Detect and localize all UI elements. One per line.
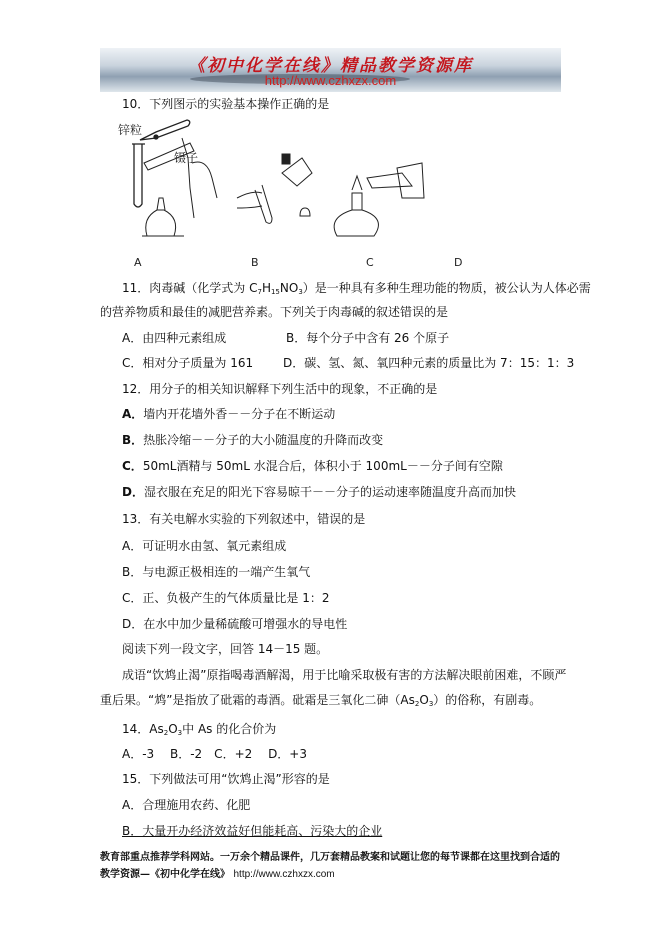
q12-option-a <box>122 407 335 421</box>
q11-text: 11．肉毒碱（化学式为 C <box>122 281 258 295</box>
text: 14．As <box>122 722 164 736</box>
label-tweezers: 镊子 <box>174 151 199 165</box>
q12-option-c <box>122 459 503 473</box>
q10-stem: 10．下列图示的实验基本操作正确的是 <box>122 97 330 111</box>
option-letter: A． <box>122 407 144 421</box>
q13-stem: 13．有关电解水实验的下列叙述中，错误的是 <box>122 512 366 526</box>
sub: 7 <box>257 288 262 296</box>
q11-option-b: B．每个分子中含有 26 个原子 <box>286 331 450 345</box>
text: 中 As 的化合价为 <box>182 722 277 736</box>
text: ）的俗称，有剧毒。 <box>433 693 542 707</box>
option-a-label: A <box>134 256 142 269</box>
option-text: 墙内开花墙外香－－分子在不断运动 <box>143 407 336 421</box>
q11-stem <box>122 281 591 299</box>
q13-option-c: C．正、负极产生的气体质量比是 1：2 <box>122 591 330 605</box>
q11-text: ）是一种具有多种生理功能的物质，被公认为人体必需 <box>302 281 591 295</box>
q10-figures <box>112 118 572 278</box>
sub: 3 <box>298 288 303 296</box>
q12-stem: 12．用分子的相关知识解释下列生活中的现象，不正确的是 <box>122 382 438 396</box>
footer-text: 教学资源—《初中化学在线》 <box>100 869 230 880</box>
q11-text: NO <box>279 281 299 295</box>
option-text: 湿衣服在充足的阳光下容易晾干－－分子的运动速率随温度升高而加快 <box>143 485 516 499</box>
sub: 15 <box>270 288 280 296</box>
option-letter: C． <box>122 459 143 473</box>
q14-stem <box>122 722 276 740</box>
q11-option-c: C．相对分子质量为 161 <box>122 356 254 370</box>
option-text: B．大量开办经济效益好但能耗高、污染大的企业 <box>122 824 383 838</box>
sub: 3 <box>428 700 434 708</box>
reading-paragraph-2 <box>100 693 541 711</box>
label-zinc: 锌粒 <box>118 123 143 137</box>
option-c-label: C <box>366 256 374 269</box>
footer-line-1: 教育部重点推荐学科网站。一万余个精品课件，几万套精品教案和试题让您的每节课都在这里找到合适的 <box>100 852 560 863</box>
q11-option-a: A．由四种元素组成 <box>122 331 227 345</box>
q15-option-b <box>122 824 382 838</box>
q12-option-b <box>122 433 383 447</box>
option-b-label: B <box>251 256 259 269</box>
q15-stem: 15．下列做法可用“饮鸩止渴”形容的是 <box>122 772 330 786</box>
option-d-label: D <box>454 256 463 269</box>
q11-text: H <box>261 281 271 295</box>
q11-option-d: D．碳、氢、氮、氧四种元素的质量比为 7：15：1：3 <box>283 356 575 370</box>
text: O <box>168 722 178 736</box>
option-letter: B． <box>122 433 144 447</box>
text: 重后果。“鸩”是指放了砒霜的毒酒。砒霜是三氧化二砷（As <box>100 693 415 707</box>
figure-d-lamp <box>334 163 424 236</box>
q13-option-b: B．与电源正极相连的一端产生氧气 <box>122 565 311 579</box>
q12-option-d <box>122 485 516 499</box>
figure-c-pouring <box>237 154 312 223</box>
reading-intro: 阅读下列一段文字，回答 14－15 题。 <box>122 642 329 656</box>
sub: 2 <box>163 729 169 737</box>
q14-options: A．-3 B．-2 C．+2 D．+3 <box>122 747 307 761</box>
option-text: 热胀冷缩－－分子的大小随温度的升降而改变 <box>143 433 384 447</box>
option-text: 50mL酒精与 50mL 水混合后，体积小于 100mL－－分子间有空隙 <box>142 459 503 473</box>
banner-title: 《初中化学在线》精品教学资源库 <box>188 56 473 76</box>
footer-url-link[interactable]: http://www.czhxzx.com <box>233 869 335 880</box>
sub: 2 <box>414 700 420 708</box>
footer-line-2 <box>100 869 335 881</box>
q13-option-d: D．在水中加少量稀硫酸可增强水的导电性 <box>122 617 348 631</box>
q13-option-a: A．可证明水由氢、氧元素组成 <box>122 539 287 553</box>
option-letter: D． <box>122 485 144 499</box>
text: O <box>419 693 429 707</box>
q15-option-a: A．合理施用农药、化肥 <box>122 798 251 812</box>
q11-stem-2: 的营养物质和最佳的减肥营养素。下列关于肉毒碱的叙述错误的是 <box>100 305 449 319</box>
banner-url[interactable]: http://www.czhxzx.com <box>264 73 397 88</box>
header-banner <box>100 48 561 92</box>
sub: 3 <box>177 729 183 737</box>
reading-paragraph-1: 成语“饮鸩止渴”原指喝毒酒解渴，用于比喻采取极有害的方法解决眼前困难，不顾严 <box>122 668 567 682</box>
